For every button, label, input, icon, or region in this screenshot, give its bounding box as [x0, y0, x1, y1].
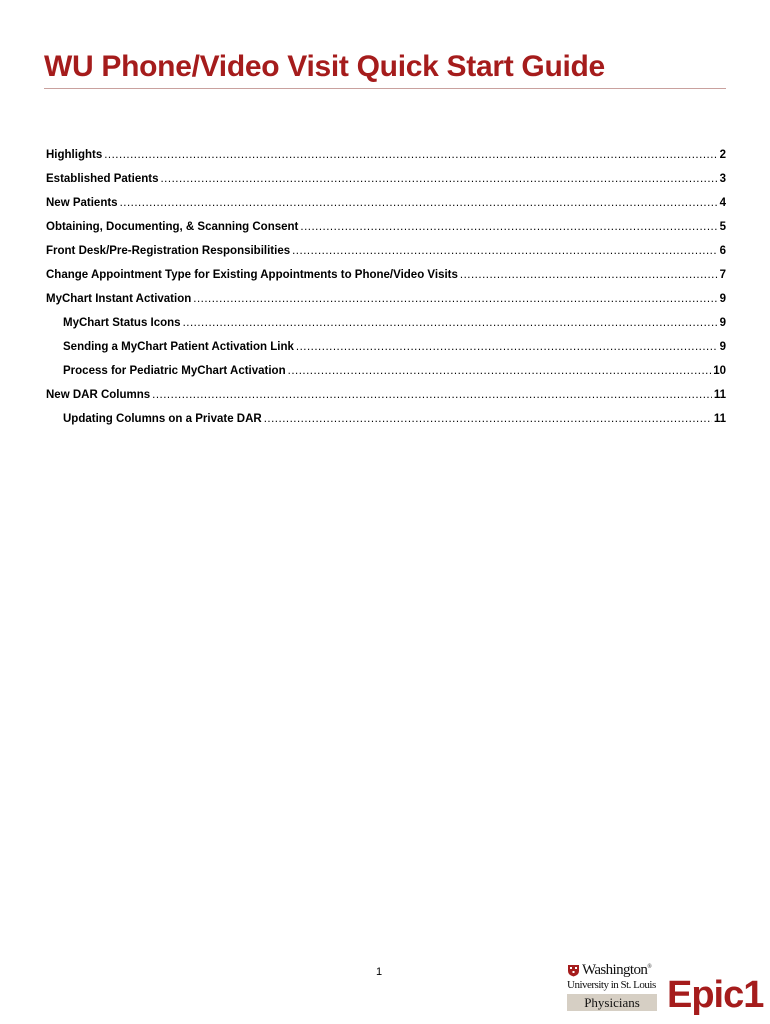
toc-dot-leader — [264, 413, 712, 425]
toc-entry-sending-activation-link[interactable] — [46, 341, 726, 365]
registered-mark: ® — [647, 963, 652, 970]
toc-entry-front-desk[interactable] — [46, 245, 726, 269]
toc-entry-highlights[interactable] — [46, 149, 726, 173]
shield-icon — [567, 964, 580, 977]
toc-entry-label: Highlights — [46, 149, 103, 161]
toc-entry-label: Sending a MyChart Patient Activation Link — [63, 341, 294, 353]
toc-entry-mychart-instant-activation[interactable] — [46, 293, 726, 317]
toc-dot-leader — [104, 149, 717, 161]
page-number: 1 — [376, 966, 383, 978]
toc-entry-label: Updating Columns on a Private DAR — [63, 413, 262, 425]
wu-logo-physicians-band: Physicians — [567, 994, 657, 1011]
toc-page-number: 6 — [719, 245, 726, 257]
toc-dot-leader — [460, 269, 718, 281]
document-title: WU Phone/Video Visit Quick Start Guide — [44, 50, 605, 83]
toc-dot-leader — [288, 365, 712, 377]
toc-entry-label: Obtaining, Documenting, & Scanning Consent — [46, 221, 299, 233]
toc-page-number: 2 — [719, 149, 726, 161]
toc-page-number: 10 — [713, 365, 726, 377]
toc-entry-label: Change Appointment Type for Existing Appointments to Phone/Video Visits — [46, 269, 458, 281]
toc-entry-label: New Patients — [46, 197, 118, 209]
toc-entry-mychart-status-icons[interactable] — [46, 317, 726, 341]
toc-entry-label: Front Desk/Pre-Registration Responsibilities — [46, 245, 291, 257]
toc-page-number: 3 — [719, 173, 726, 185]
toc-dot-leader — [193, 293, 717, 305]
toc-dot-leader — [296, 341, 718, 353]
toc-page-number: 5 — [719, 221, 726, 233]
toc-dot-leader — [160, 173, 717, 185]
toc-dot-leader — [292, 245, 717, 257]
washington-university-physicians-logo — [567, 962, 663, 1016]
epic1-logo: Epic1 — [667, 974, 764, 1016]
toc-entry-label: MyChart Instant Activation — [46, 293, 192, 305]
toc-entry-label: New DAR Columns — [46, 389, 151, 401]
toc-dot-leader — [300, 221, 717, 233]
toc-page-number: 9 — [719, 317, 726, 329]
wu-logo-subtitle: University in St. Louis — [567, 979, 656, 991]
toc-entry-new-patients[interactable] — [46, 197, 726, 221]
table-of-contents — [46, 149, 726, 437]
toc-entry-consent[interactable] — [46, 221, 726, 245]
toc-dot-leader — [120, 197, 718, 209]
toc-entry-pediatric-activation[interactable] — [46, 365, 726, 389]
toc-entry-updating-private-dar[interactable] — [46, 413, 726, 437]
toc-page-number: 4 — [719, 197, 726, 209]
title-divider — [44, 88, 726, 89]
toc-page-number: 11 — [713, 389, 726, 401]
toc-page-number: 11 — [713, 413, 726, 425]
toc-dot-leader — [152, 389, 712, 401]
toc-entry-new-dar-columns[interactable] — [46, 389, 726, 413]
toc-entry-established-patients[interactable] — [46, 173, 726, 197]
toc-entry-label: MyChart Status Icons — [63, 317, 181, 329]
toc-page-number: 7 — [719, 269, 726, 281]
toc-entry-label: Process for Pediatric MyChart Activation — [63, 365, 286, 377]
wu-logo-name: Washington® — [582, 961, 652, 978]
toc-page-number: 9 — [719, 293, 726, 305]
toc-page-number: 9 — [719, 341, 726, 353]
toc-dot-leader — [183, 317, 718, 329]
toc-entry-label: Established Patients — [46, 173, 159, 185]
toc-entry-change-appointment-type[interactable] — [46, 269, 726, 293]
